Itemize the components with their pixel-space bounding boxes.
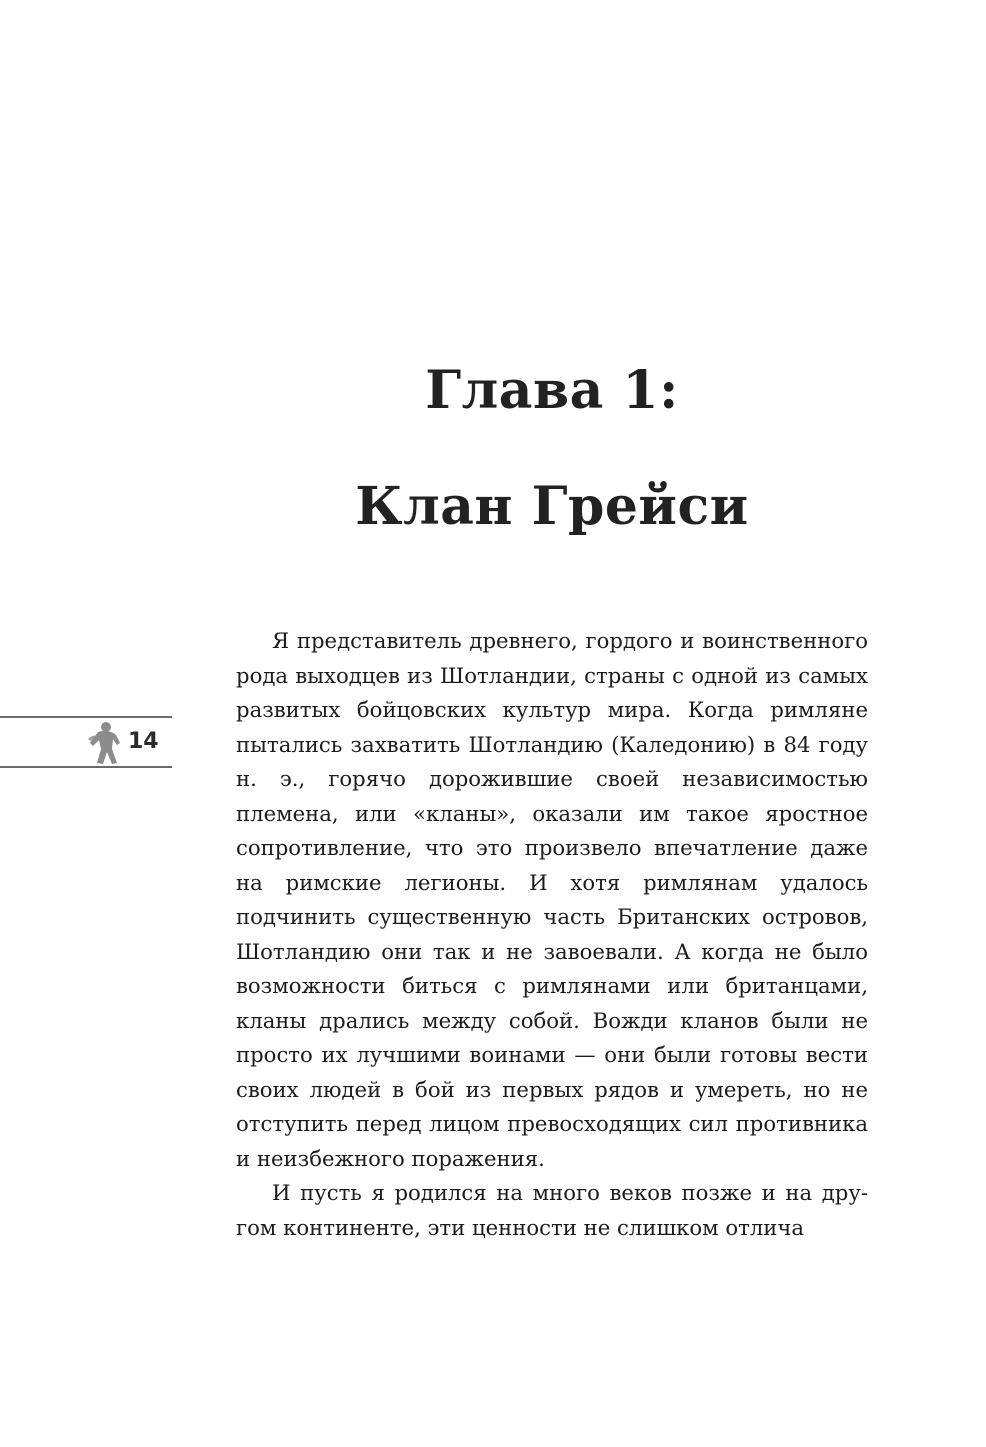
chapter-label: Глава 1: bbox=[425, 360, 679, 421]
fighter-silhouette-icon bbox=[84, 721, 126, 765]
page-number: 14 bbox=[128, 729, 159, 754]
page-marker bbox=[0, 716, 172, 770]
paragraph-2: И пусть я родился на много веков позже и на другом континенте, эти ценности не слишком отлича bbox=[236, 1180, 868, 1240]
marker-bottom-rule bbox=[0, 766, 172, 768]
chapter-title: Клан Грейси bbox=[355, 476, 749, 537]
body-text bbox=[236, 624, 868, 1245]
paragraph-1: Я представитель древнего, гордого и воинственного рода выходцев из Шотландии, страны с одной из самых развитых бойцовских культур мира. Когда римляне пытались захватить Шотландию (Каледонию) в 84 году н. э., горячо дорожившие своей независимостью племена, или «кланы», оказали им такое яростное сопротивление, что это произвело впечатление даже на римские легионы. И хотя римлянам удалось подчинить существенную часть Британских островов, Шотландию они так и не завоевали. А когда не было возможности биться с римлянами или британцами, кланы дрались между собой. Вожди кланов были не просто их лучшими воинами — они были готовы вести своих людей в бой из первых рядов и умереть, но не отступить перед лицом превосходящих сил противника и неизбежного поражения. bbox=[236, 628, 868, 1171]
marker-top-rule bbox=[0, 716, 172, 718]
